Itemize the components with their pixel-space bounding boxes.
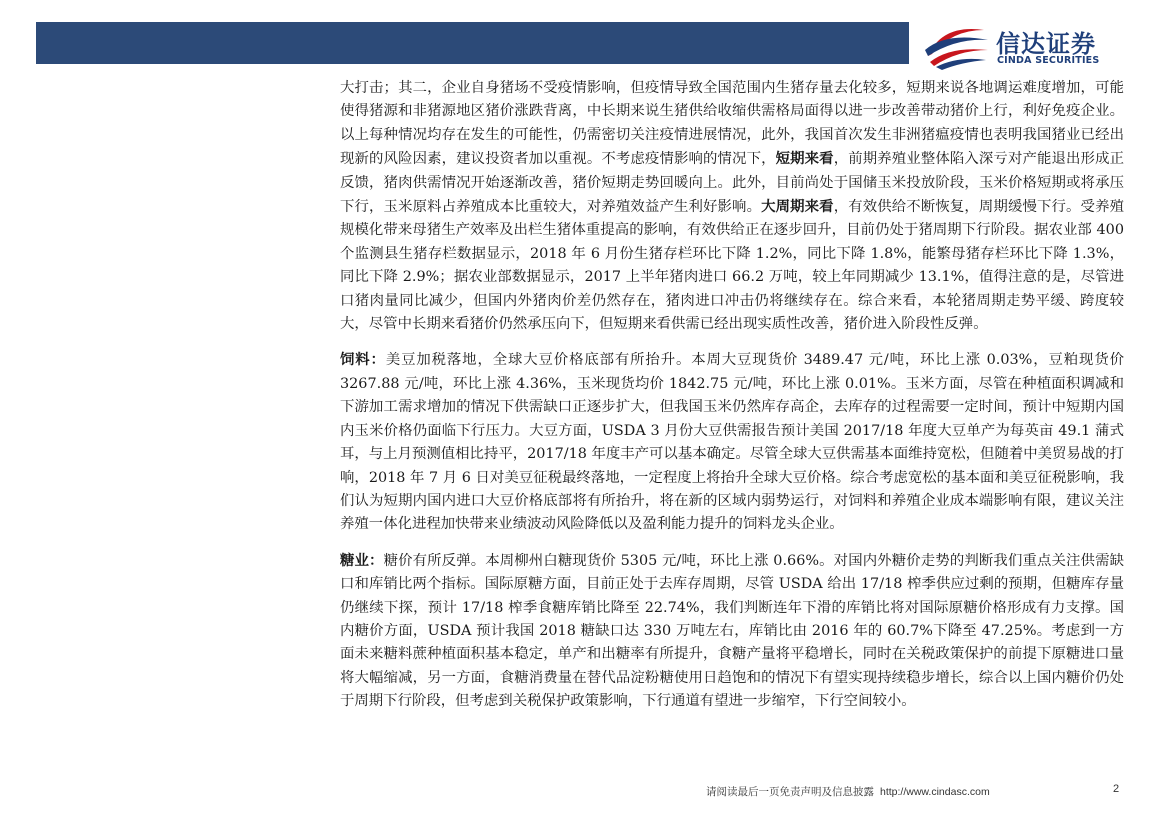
paragraph-sugar: [340, 549, 1124, 714]
brand-name-en: CINDA SECURITIES: [997, 55, 1100, 66]
report-body: [340, 77, 1124, 714]
paragraph-feed: [340, 348, 1124, 536]
footer-disclaimer: 请阅读最后一页免责声明及信息披露: [706, 786, 874, 798]
paragraph-text: 糖价有所反弹。本周柳州白糖现货价 5305 元/吨，环比上涨 0.66%。对国内外糖价走势的判断我们重点关注供需缺口和库销比两个指标。国际原糖方面，目前正处于去库存周期，尽管 USDA 给出 17/18 榨季供应过剩的预期，但糖库存量仍继续下探，预计 17/18 榨季食糖库销比降至 22.74%，我们判断连年下滑的库销比将对国际原糖价格形成有力支撑。国内糖价方面，USDA 预计我国 2018 糖缺口达 330 万吨左右，库销比由 2016 年的 60.7%下降至 47.25%。考虑到一方面未来糖料蔗种植面积基本稳定，单产和出糖率有所提升，食糖产量将平稳增长，同时在关税政策保护的前提下原糖进口量将大幅缩减，另一方面，食糖消费量在替代品淀粉糖使用日趋饱和的情况下有望实现持续稳步增长，综合以上国内糖价仍处于周期下行阶段，但考虑到关税保护政策影响，下行通道有望进一步缩窄，下行空间较小。: [340, 552, 1124, 710]
keyword-short-term: 短期来看: [775, 150, 834, 168]
paragraph-text: ，前期养殖业整体陷入深亏对产能退出形成正反馈，猪肉供需情况开始逐渐改善，猪价短期走势回暖向上。此外，目前尚处于国储玉米投放阶段，玉米价格短期或将承压下行，玉米原料占养殖成本比重较大，对养殖效益产生利好影响。: [340, 151, 1124, 216]
paragraph-text: ，有效供给不断恢复，周期缓慢下行。受养殖规模化带来母猪生产效率及出栏生猪体重提高的影响，有效供给正在逐步回升，目前仍处于猪周期下行阶段。据农业部 400 个监测县生猪存栏数据显示，2018 年 6 月份生猪存栏环比下降 1.2%，同比下降 1.8%，能繁母猪存栏环比下降 1.3%，同比下降 2.9%；据农业部数据显示，2017 上半年猪肉进口 66.2 万吨，较上年同期减少 13.1%，值得注意的是，尽管进口猪肉量同比减少，但国内外猪肉价差仍然存在，猪肉进口冲击仍将继续存在。综合来看，本轮猪周期走势平缓、跨度较大，尽管中长期来看猪价仍然承压向下，但短期来看供需已经出现实质性改善，猪价进入阶段性反弹。: [340, 199, 1124, 333]
paragraph-text: 美豆加税落地，全球大豆价格底部有所抬升。本周大豆现货价 3489.47 元/吨，环比上涨 0.03%，豆粕现货价 3267.88 元/吨，环比上涨 4.36%，玉米现货均价 1842.75 元/吨，环比上涨 0.01%。玉米方面，尽管在种植面积调减和下游加工需求增加的情况下供需缺口正逐步扩大，但我国玉米仍然库存高企，去库存的过程需要一定时间，预计中短期内国内玉米价格仍面临下行压力。大豆方面，USDA 3 月份大豆供需报告预计美国 2017/18 年度大豆单产为每英亩 49.1 蒲式耳，与上月预测值相比持平，2017/18 年度丰产可以基本确定。尽管全球大豆供需基本面维持宽松，但随着中美贸易战的打响，2018 年 7 月 6 日对美豆征税最终落地，一定程度上将抬升全球大豆价格。综合考虑宽松的基本面和美豆征税影响，我们认为短期内国内进口大豆价格底部将有所抬升，将在新的区域内弱势运行，对饲料和养殖企业成本端影响有限，建议关注养殖一体化进程加快带来业绩波动风险降低以及盈利能力提升的饲料龙头企业。: [340, 352, 1124, 533]
paragraph-livestock: [340, 77, 1124, 336]
cinda-logo: [918, 18, 1148, 74]
keyword-big-cycle: 大周期来看: [761, 198, 834, 216]
page-number: 2: [1113, 783, 1120, 795]
paragraph-text: 大打击；其二，企业自身猪场不受疫情影响，但疫情导致全国范围内生猪存量去化较多，短期来说各地调运难度增加，可能使得猪源和非猪源地区猪价涨跌背离，中长期来说生猪供给收缩供需格局面得以进一步改善带动猪价上行，利好免疫企业。以上每种情况均存在发生的可能性，仍需密切关注疫情进展情况，此外，我国首次发生非洲猪瘟疫情也表明我国猪业已经出现新的风险因素，建议投资者加以重视。不考虑疫情影响的情况下，: [340, 80, 1124, 168]
header-bar: [36, 22, 909, 64]
section-label-sugar: 糖业：: [340, 551, 384, 569]
footer-url[interactable]: http://www.cindasc.com: [880, 786, 990, 798]
section-label-feed: 饲料：: [340, 351, 386, 369]
brand-name-cn: 信达证券: [996, 30, 1096, 58]
cinda-logo-icon: [922, 20, 992, 70]
footer: [706, 784, 990, 799]
